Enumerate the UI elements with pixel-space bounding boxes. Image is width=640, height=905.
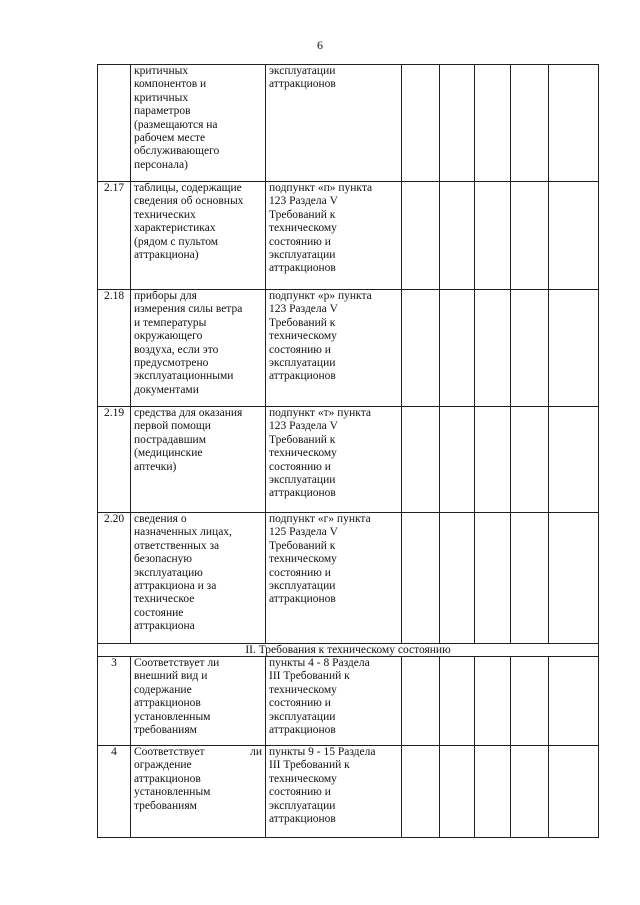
- reference-cell: пункты 4 - 8 Раздела III Требований к техническому состоянию и эксплуатации аттракционов: [266, 657, 402, 746]
- notes-cell: [549, 407, 599, 513]
- answer-cell-na: [475, 65, 511, 182]
- answer-cell-yes: [402, 513, 440, 644]
- notes-cell: [549, 513, 599, 644]
- section-header-row: [98, 644, 599, 657]
- notes-cell: [549, 182, 599, 290]
- table-row: [98, 513, 599, 644]
- checklist-table: [97, 64, 599, 838]
- answer-cell-no: [440, 407, 475, 513]
- section-title: II. Требования к техническому состоянию: [98, 644, 599, 657]
- answer-cell-no: [440, 657, 475, 746]
- reference-cell: подпункт «р» пункта 123 Раздела V Требований к техническому состоянию и эксплуатации аттракционов: [266, 290, 402, 407]
- question-cell: [131, 746, 266, 838]
- row-number: 2.19: [98, 407, 131, 513]
- answer-cell-extra: [511, 407, 549, 513]
- table-row: [98, 746, 599, 838]
- answer-cell-extra: [511, 746, 549, 838]
- question-cell: средства для оказания первой помощи пострадавшим (медицинские аптечки): [131, 407, 266, 513]
- answer-cell-extra: [511, 513, 549, 644]
- row-number: 2.20: [98, 513, 131, 644]
- table-row: [98, 657, 599, 746]
- question-cell: таблицы, содержащие сведения об основных технических характеристиках (рядом с пультом аттракциона): [131, 182, 266, 290]
- reference-cell: пункты 9 - 15 Раздела III Требований к техническому состоянию и эксплуатации аттракционов: [266, 746, 402, 838]
- reference-cell: подпункт «г» пункта 125 Раздела V Требований к техническому состоянию и эксплуатации аттракционов: [266, 513, 402, 644]
- answer-cell-yes: [402, 65, 440, 182]
- row-number: 2.18: [98, 290, 131, 407]
- question-cell: сведения о назначенных лицах, ответственных за безопасную эксплуатацию аттракциона и за техническое состояние аттракциона: [131, 513, 266, 644]
- table-row: [98, 182, 599, 290]
- question-cell: критичных компонентов и критичных параметров (размещаются на рабочем месте обслуживающего персонала): [131, 65, 266, 182]
- answer-cell-extra: [511, 657, 549, 746]
- answer-cell-na: [475, 407, 511, 513]
- answer-cell-na: [475, 513, 511, 644]
- question-rest: ограждение аттракционов установленным требованиям: [134, 759, 211, 812]
- answer-cell-na: [475, 657, 511, 746]
- answer-cell-yes: [402, 407, 440, 513]
- answer-cell-na: [475, 182, 511, 290]
- notes-cell: [549, 657, 599, 746]
- question-cell: приборы для измерения силы ветра и температуры окружающего воздуха, если это предусмотрено эксплуатационными документами: [131, 290, 266, 407]
- notes-cell: [549, 65, 599, 182]
- answer-cell-no: [440, 290, 475, 407]
- reference-cell: подпункт «т» пункта 123 Раздела V Требований к техническому состоянию и эксплуатации аттракционов: [266, 407, 402, 513]
- page-number: 6: [317, 38, 323, 52]
- answer-cell-yes: [402, 746, 440, 838]
- answer-cell-no: [440, 182, 475, 290]
- notes-cell: [549, 290, 599, 407]
- answer-cell-yes: [402, 182, 440, 290]
- answer-cell-extra: [511, 290, 549, 407]
- row-number: 2.17: [98, 182, 131, 290]
- answer-cell-no: [440, 746, 475, 838]
- row-number: [98, 65, 131, 182]
- answer-cell-extra: [511, 182, 549, 290]
- answer-cell-no: [440, 65, 475, 182]
- question-cell: Соответствует ли внешний вид и содержание аттракционов установленным требованиям: [131, 657, 266, 746]
- answer-cell-yes: [402, 290, 440, 407]
- table-row: [98, 290, 599, 407]
- answer-cell-no: [440, 513, 475, 644]
- notes-cell: [549, 746, 599, 838]
- answer-cell-na: [475, 290, 511, 407]
- table-row: [98, 407, 599, 513]
- answer-cell-extra: [511, 65, 549, 182]
- row-number: 3: [98, 657, 131, 746]
- question-first-line: Соответствует ли: [134, 746, 262, 758]
- table-row: [98, 65, 599, 182]
- row-number: 4: [98, 746, 131, 838]
- reference-cell: подпункт «п» пункта 123 Раздела V Требований к техническому состоянию и эксплуатации аттракционов: [266, 182, 402, 290]
- answer-cell-yes: [402, 657, 440, 746]
- answer-cell-na: [475, 746, 511, 838]
- reference-cell: эксплуатации аттракционов: [266, 65, 402, 182]
